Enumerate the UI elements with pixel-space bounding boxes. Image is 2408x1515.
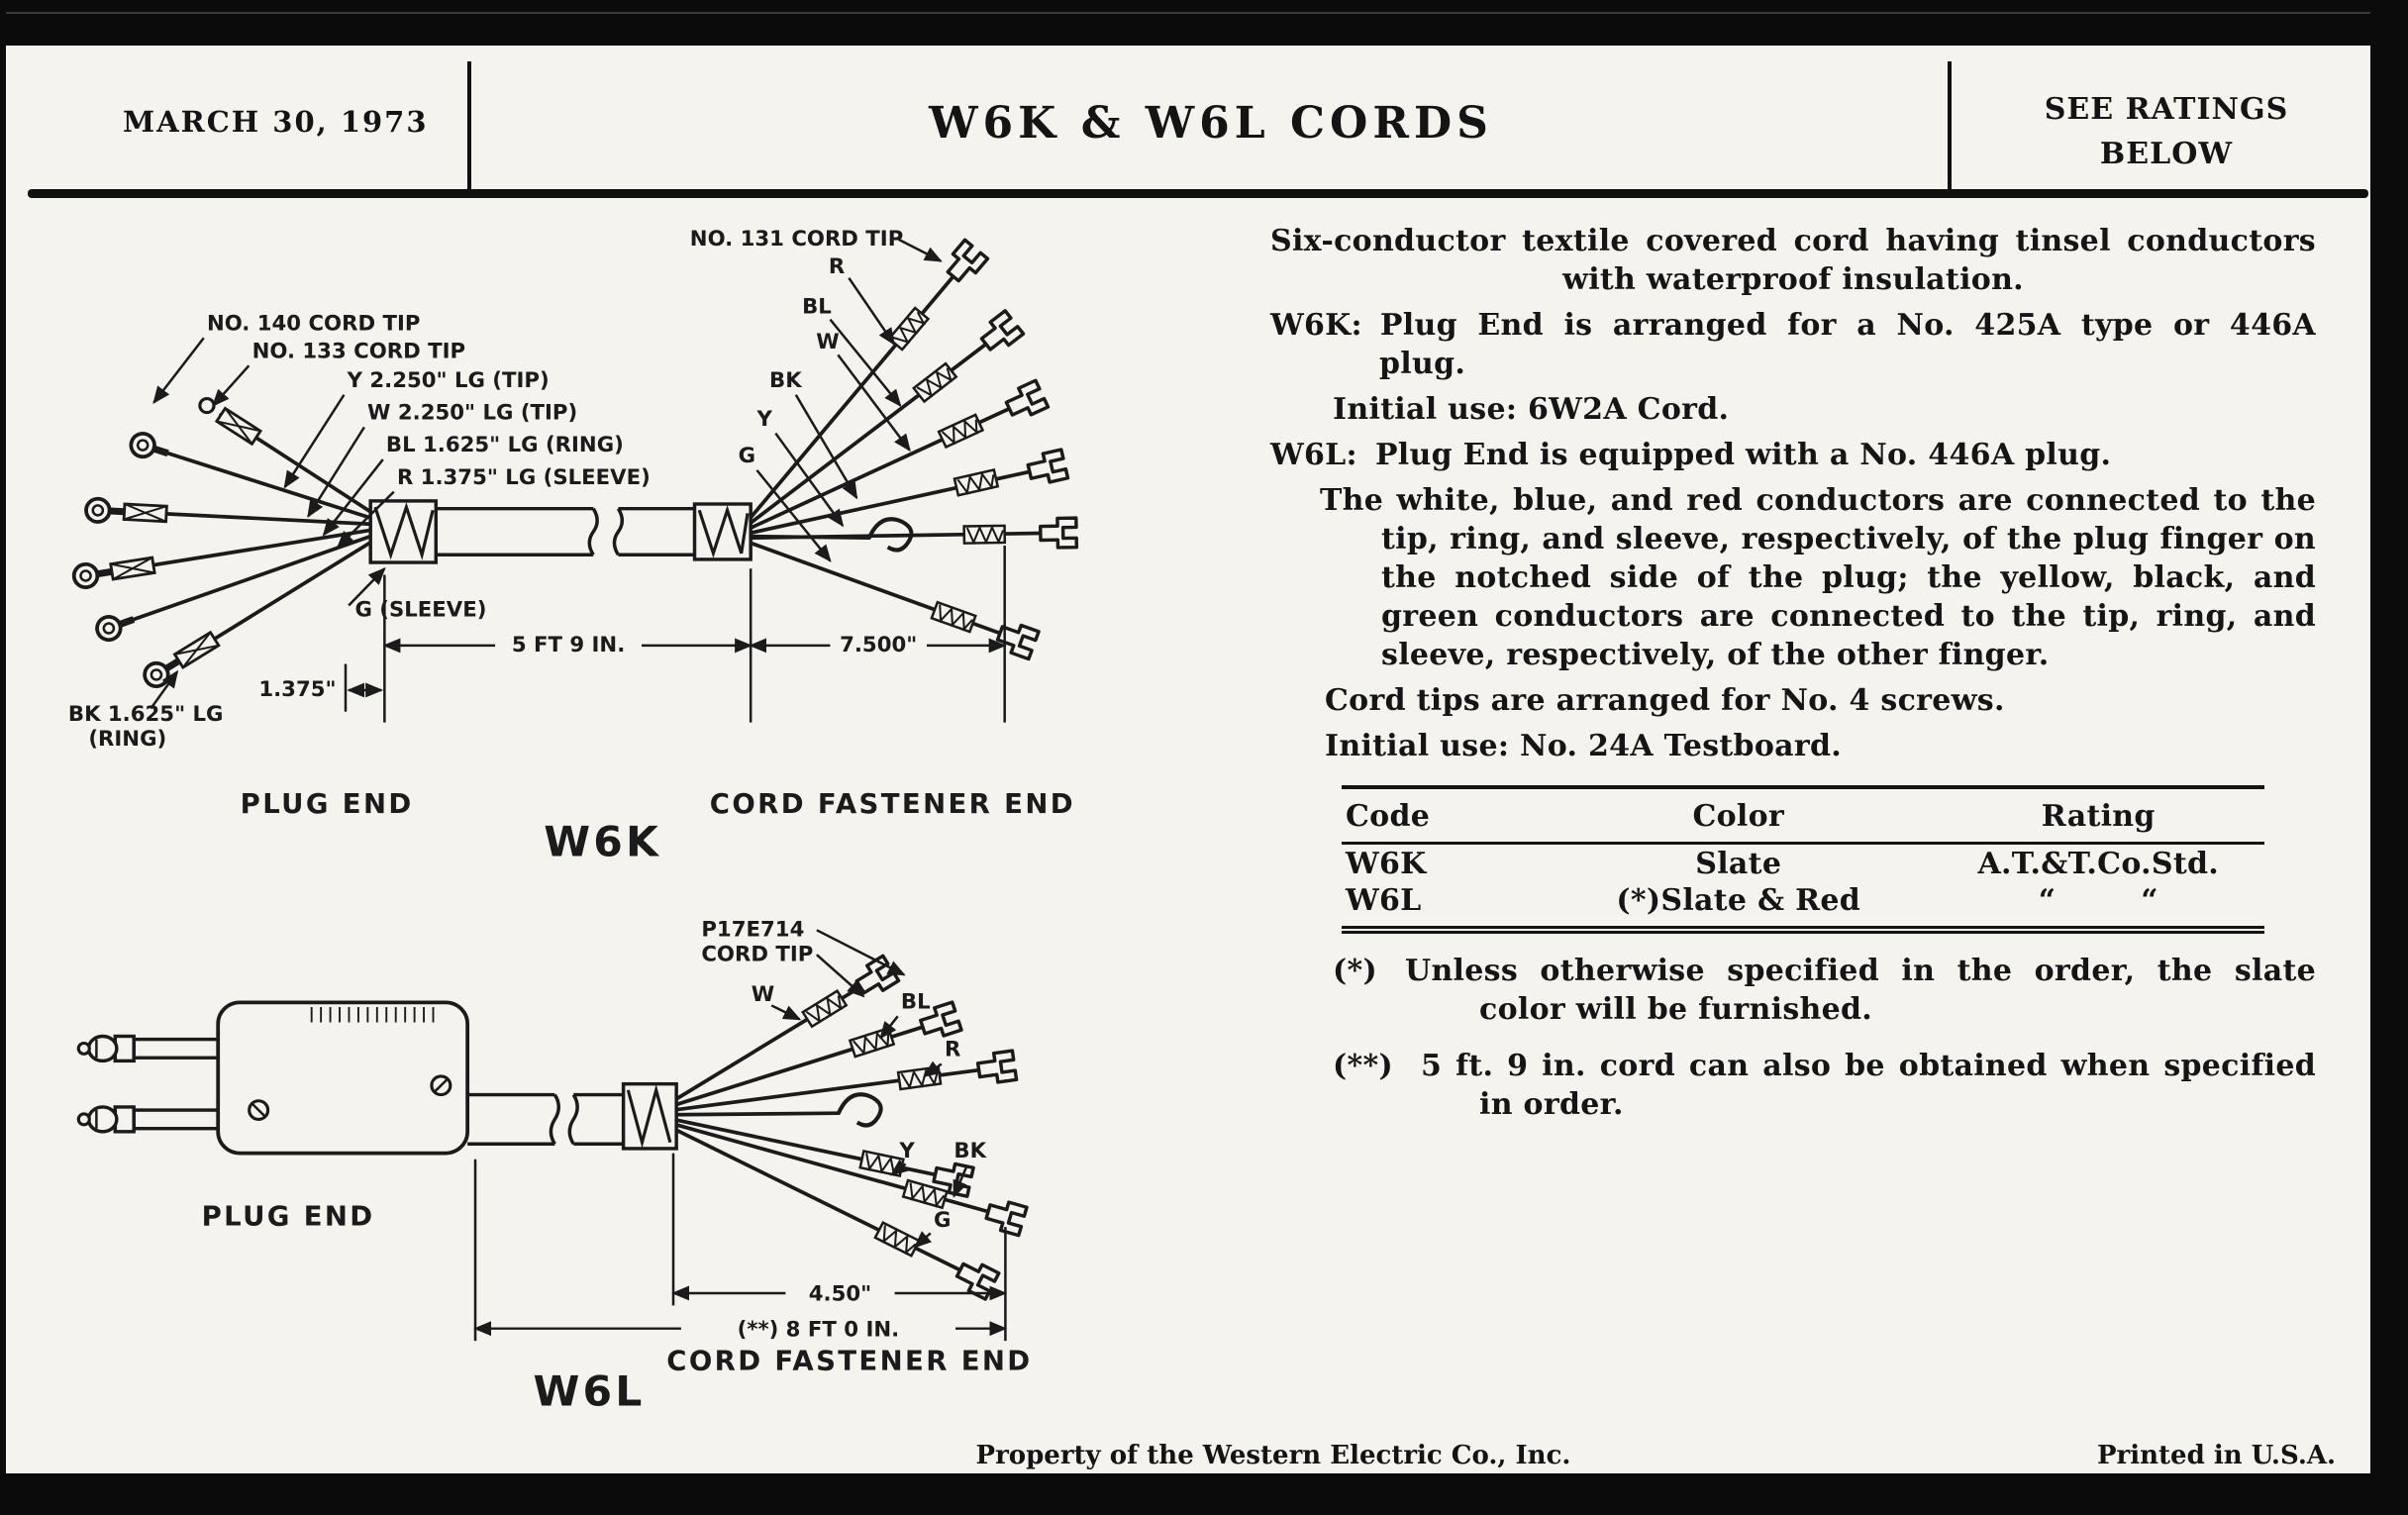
w6k-wire-w: W xyxy=(816,329,840,354)
diagram-w6k xyxy=(39,215,1223,879)
w6k-fastener-end-label: CORD FASTENER END xyxy=(709,789,1075,821)
footnote-1-label: (*) xyxy=(1333,954,1377,988)
ratings-note-line2: BELOW xyxy=(2099,137,2234,171)
footer-printed: Printed in U.S.A. xyxy=(2097,1441,2337,1470)
scan-border-right xyxy=(2370,0,2408,1515)
w6l-wire-w: W xyxy=(751,980,775,1006)
w6l-wire-r: R xyxy=(944,1036,961,1061)
w6k-label-bk-1: BK 1.625" LG xyxy=(67,701,224,726)
w6k-wire-y: Y xyxy=(756,405,772,431)
scan-border-top xyxy=(0,0,2408,46)
w6l-cord-tip-label-1: P17E714 xyxy=(701,916,805,942)
w6k-entry-label: W6K: xyxy=(1270,308,1362,343)
w6l-name: W6L xyxy=(533,1366,646,1416)
w6k-label-no133: NO. 133 CORD TIP xyxy=(251,338,466,363)
cell-code: W6K xyxy=(1346,847,1427,881)
w6l-cord xyxy=(467,1084,676,1149)
w6k-label-bl: BL 1.625" LG (RING) xyxy=(385,432,624,457)
w6k-label-w: W 2.250" LG (TIP) xyxy=(367,399,578,425)
cell-color: Slate xyxy=(1695,847,1782,881)
w6k-name: W6K xyxy=(544,817,662,866)
footnote-2-label: (**) xyxy=(1333,1049,1393,1083)
footnote-1 xyxy=(1333,952,2316,1029)
w6k-label-no140: NO. 140 CORD TIP xyxy=(206,310,421,336)
doc-date: MARCH 30, 1973 xyxy=(123,105,429,139)
w6l-fastener-end-label: CORD FASTENER END xyxy=(666,1346,1033,1377)
footer-property: Property of the Western Electric Co., Inc. xyxy=(975,1441,1571,1470)
intro-text: Six-conductor textile covered cord having tinsel conductors with waterproof insulation. xyxy=(1270,224,2316,297)
footnote-1-text: Unless otherwise specified in the order, the slate color will be furnished. xyxy=(1404,954,2316,1027)
w6k-wire-r: R xyxy=(828,253,846,278)
description-panel xyxy=(1270,222,2316,1131)
w6k-dim-fan-label: 7.500" xyxy=(840,632,918,657)
w6l-wire-bk: BK xyxy=(953,1138,987,1163)
w6l-detail-text: The white, blue, and red conductors are connected to the tip, ring, and sleeve, respectively, of the plug finger on the notched side of the plug; the yellow, black, and green conductors are connected to the tip, ring, and sleeve, respectively, of the other finger. xyxy=(1320,483,2316,672)
cell-color: (*)Slate & Red xyxy=(1545,881,1932,930)
ratings-note-line1: SEE RATINGS xyxy=(2044,92,2289,127)
w6k-dim-cord-label: 5 FT 9 IN. xyxy=(511,632,626,657)
col-header-color: Color xyxy=(1545,787,1932,844)
page-title: W6K & W6L CORDS xyxy=(929,98,1493,149)
scan-border-line xyxy=(0,12,2408,14)
w6k-wire-g: G xyxy=(738,443,756,468)
w6k-initial-use: Initial use: 6W2A Cord. xyxy=(1333,392,1730,427)
w6k-label-r: R 1.375" LG (SLEEVE) xyxy=(396,463,651,489)
ratings-note xyxy=(2045,87,2288,176)
col-header-code: Code xyxy=(1342,787,1545,844)
scan-border-left xyxy=(0,0,6,1515)
header-rule xyxy=(28,189,2368,198)
w6k-dim-tip-label: 1.375" xyxy=(258,676,337,702)
w6l-entry xyxy=(1270,436,2316,474)
w6k-plug-end-label: PLUG END xyxy=(240,789,414,821)
cell-rating: “ “ xyxy=(1932,881,2264,930)
w6l-entry-text: Plug End is equipped with a No. 446A plug. xyxy=(1374,438,2112,472)
diagram-w6l xyxy=(47,907,1091,1438)
w6l-hook xyxy=(839,1094,881,1125)
cord-tips-text: Cord tips are arranged for No. 4 screws. xyxy=(1325,683,2005,718)
w6k-label-no131: NO. 131 CORD TIP xyxy=(689,226,904,252)
w6k-entry-text: Plug End is arranged for a No. 425A type or 446A plug. xyxy=(1379,308,2316,381)
w6l-cord-tip-label-2: CORD TIP xyxy=(701,941,814,966)
w6l-wire-bl: BL xyxy=(900,988,931,1014)
w6l-dimensions xyxy=(475,1154,1005,1342)
w6k-label-y: Y 2.250" LG (TIP) xyxy=(347,367,550,392)
table-row-w6l xyxy=(1342,881,2264,930)
footnote-2-text: 5 ft. 9 in. cord can also be obtained when specified in order. xyxy=(1420,1049,2316,1122)
w6k-label-bk-2: (RING) xyxy=(88,725,167,751)
w6k-wire-bl: BL xyxy=(802,293,832,319)
ratings-table xyxy=(1342,785,2264,934)
w6l-plug-end-label: PLUG END xyxy=(201,1201,375,1233)
w6k-label-g-sleeve: G (SLEEVE) xyxy=(354,596,487,622)
scan-border-bottom xyxy=(0,1473,2408,1515)
w6k-wire-bk: BK xyxy=(769,367,802,392)
header-divider-right xyxy=(1948,61,1952,190)
header-divider-left xyxy=(467,61,471,190)
w6l-dim-fan-label: 4.50" xyxy=(808,1280,872,1306)
w6l-wire-y: Y xyxy=(899,1138,915,1163)
col-header-rating: Rating xyxy=(1932,787,2264,844)
table-row-w6k xyxy=(1342,844,2264,882)
footnote-2 xyxy=(1333,1047,2316,1124)
cell-rating: A.T.&T.Co.Std. xyxy=(1977,847,2220,881)
w6l-wire-g: G xyxy=(933,1207,952,1233)
w6l-entry-label: W6L: xyxy=(1270,438,1357,472)
w6l-dim-cord-label: (**) 8 FT 0 IN. xyxy=(737,1316,900,1342)
w6k-entry xyxy=(1270,306,2316,383)
w6k-cord xyxy=(370,501,751,562)
ratings-header-row xyxy=(1342,787,2264,844)
w6l-plug xyxy=(78,1002,467,1153)
initial-use-text: Initial use: No. 24A Testboard. xyxy=(1325,729,1843,763)
cell-code: W6L xyxy=(1342,881,1545,930)
